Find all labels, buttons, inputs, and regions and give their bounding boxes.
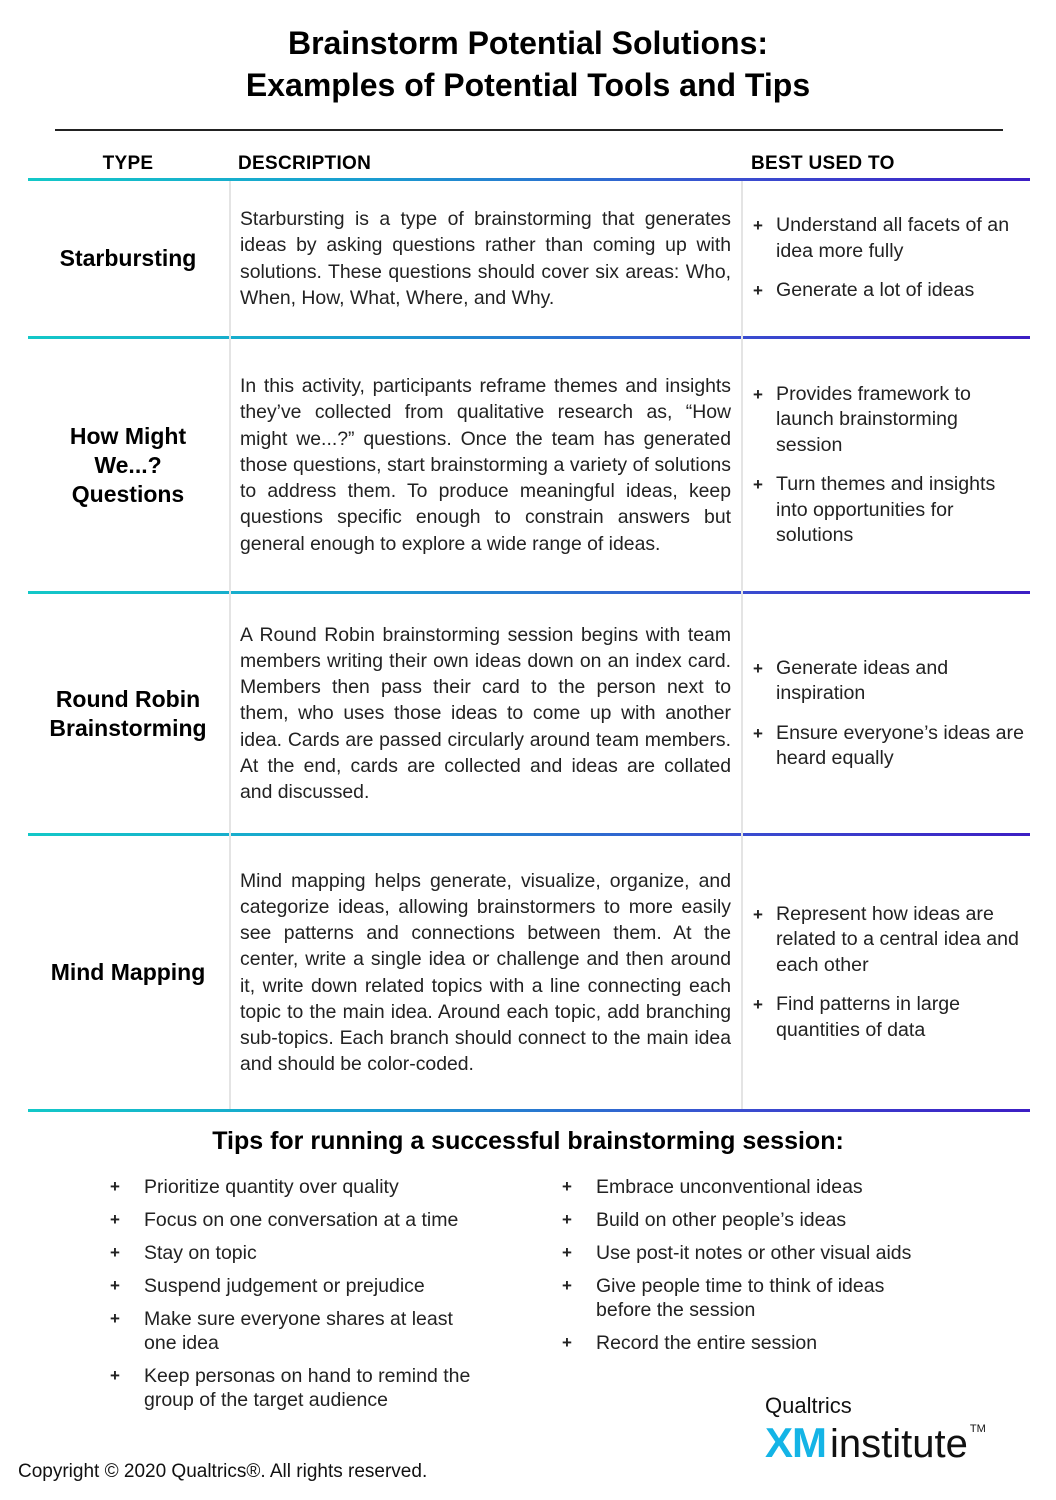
row-description [240, 836, 731, 1109]
table-row [28, 181, 1030, 336]
list-item [110, 1364, 504, 1412]
plus-icon: + [753, 384, 763, 404]
plus-icon: + [562, 1276, 572, 1295]
list-item-text: Use post-it notes or other visual aids [596, 1242, 912, 1264]
list-item-text: Embrace unconventional ideas [596, 1176, 863, 1198]
row-description-text: In this activity, participants reframe themes and insights they’ve collected from qualitative research as, “How might we...?” questions. Once the team has generated those questions, start brainstorming a variety of solutions to address them. To produce meaningful ideas, keep questions specific enough to constrain answers but general enough to explore a wide range of ideas. [240, 375, 731, 555]
xm-institute-logo [765, 1419, 986, 1471]
list-item [562, 1208, 942, 1232]
list-item-text: Build on other people’s ideas [596, 1209, 847, 1231]
plus-icon: + [753, 281, 763, 301]
plus-icon: + [562, 1243, 572, 1262]
list-item [110, 1307, 474, 1355]
list-item-text: Suspend judgement or prejudice [144, 1275, 425, 1297]
row-best-used-to [750, 836, 1025, 1109]
plus-icon: + [562, 1333, 572, 1352]
list-item-text: Record the entire session [596, 1332, 818, 1354]
page-title [0, 22, 1056, 106]
list-item [562, 1241, 942, 1265]
list-item [562, 1331, 942, 1355]
plus-icon: + [562, 1177, 572, 1196]
logo-institute: institute [830, 1422, 968, 1466]
tips-list-right [562, 1175, 942, 1364]
list-item [750, 902, 1025, 979]
tips-list-left [110, 1175, 490, 1421]
title-line-2: Examples of Potential Tools and Tips [245, 67, 811, 103]
list-item-text: Give people time to think of ideas before the session [596, 1275, 885, 1321]
title-line-1: Brainstorm Potential Solutions: [287, 25, 769, 61]
list-item-text: Provides framework to launch brainstorming session [776, 382, 971, 456]
list-item [110, 1241, 490, 1265]
list-item-text: Find patterns in large quantities of data [776, 993, 961, 1041]
header-best-used-to: BEST USED TO [751, 153, 895, 174]
list-item [110, 1175, 490, 1199]
list-item [750, 278, 1025, 304]
plus-icon: + [753, 904, 763, 924]
plus-icon: + [110, 1243, 120, 1262]
list-item [750, 472, 1025, 549]
copyright-notice: Copyright © 2020 Qualtrics®. All rights reserved. [18, 1461, 428, 1482]
list-item-text: Focus on one conversation at a time [144, 1209, 459, 1231]
plus-icon: + [753, 723, 763, 743]
plus-icon: + [110, 1210, 120, 1229]
list-item [110, 1208, 490, 1232]
list-item-text: Turn themes and insights into opportunities for solutions [776, 473, 996, 546]
plus-icon: + [753, 475, 763, 494]
list-item-text: Prioritize quantity over quality [144, 1176, 399, 1198]
row-description-text: A Round Robin brainstorming session begins with team members writing their own ideas down on an index card. Members then pass their card to the person next to them, who uses those ideas to come up with another idea. Cards are passed circularly around team members. At the end, cards are collected and ideas are collated and discussed. [240, 623, 731, 803]
row-best-used-to [750, 594, 1025, 833]
list-item-text: Make sure everyone shares at least one idea [144, 1308, 453, 1354]
row-best-used-to [750, 339, 1025, 591]
list-item-text: Stay on topic [144, 1242, 257, 1264]
logo-trademark: TM [969, 1423, 986, 1435]
row-description [240, 181, 731, 336]
row-description-text: Mind mapping helps generate, visualize, organize, and categorize ideas, allowing brainstormers to more easily see patterns and connections between them. At the center, write a single idea or challenge and then around it, write down related topics with a line connecting each topic to the main idea. Around each topic, add branching sub-topics. Each branch should connect to the main idea and should be color-coded. [240, 869, 731, 1076]
row-type: Starbursting [59, 245, 197, 271]
header-description: DESCRIPTION [238, 153, 372, 174]
table-row [28, 594, 1030, 833]
list-item [750, 992, 1025, 1043]
row-description-text: Starbursting is a type of brainstorming that generates ideas by asking questions rather than coming up with solutions. These questions should cover six areas: Who, When, How, What, Where, and Why. [240, 208, 731, 309]
plus-icon: + [110, 1276, 120, 1295]
list-item [110, 1274, 490, 1298]
list-item-text: Keep personas on hand to remind the group of the target audience [144, 1365, 471, 1411]
list-item [750, 721, 1025, 772]
header-type: TYPE [102, 153, 154, 174]
row-description [240, 339, 731, 591]
row-type: Mind Mapping [50, 959, 206, 985]
row-best-used-to [750, 181, 1025, 336]
plus-icon: + [753, 995, 763, 1015]
plus-icon: + [110, 1177, 120, 1196]
row-type-text: How Might We...? Questions [69, 422, 187, 507]
table-row [28, 339, 1030, 591]
plus-icon: + [110, 1309, 120, 1328]
list-item-text: Generate a lot of ideas [776, 279, 975, 302]
list-item [750, 382, 1025, 459]
plus-icon: + [110, 1366, 120, 1385]
row-divider [28, 1109, 1030, 1112]
list-item [562, 1175, 942, 1199]
row-type [28, 339, 228, 591]
list-item-text: Generate ideas and inspiration [776, 656, 949, 704]
plus-icon: + [753, 658, 763, 678]
row-description [240, 594, 731, 833]
row-type-text: Round Robin Brainstorming [49, 685, 207, 741]
list-item-text: Represent how ideas are related to a central idea and each other [776, 902, 1019, 976]
tips-title: Tips for running a successful brainstorming session: [212, 1127, 844, 1155]
list-item [750, 656, 1025, 707]
list-item-text: Ensure everyone’s ideas are heard equally [776, 721, 1024, 769]
plus-icon: + [562, 1210, 572, 1229]
list-item [562, 1274, 936, 1322]
plus-icon: + [753, 216, 763, 236]
brand-company: Qualtrics [765, 1393, 852, 1418]
row-type [28, 594, 228, 833]
table-row [28, 836, 1030, 1109]
title-divider [55, 129, 1003, 131]
list-item-text: Understand all facets of an idea more fully [776, 214, 1010, 262]
logo-xm: XM [765, 1419, 826, 1466]
list-item [750, 213, 1025, 264]
